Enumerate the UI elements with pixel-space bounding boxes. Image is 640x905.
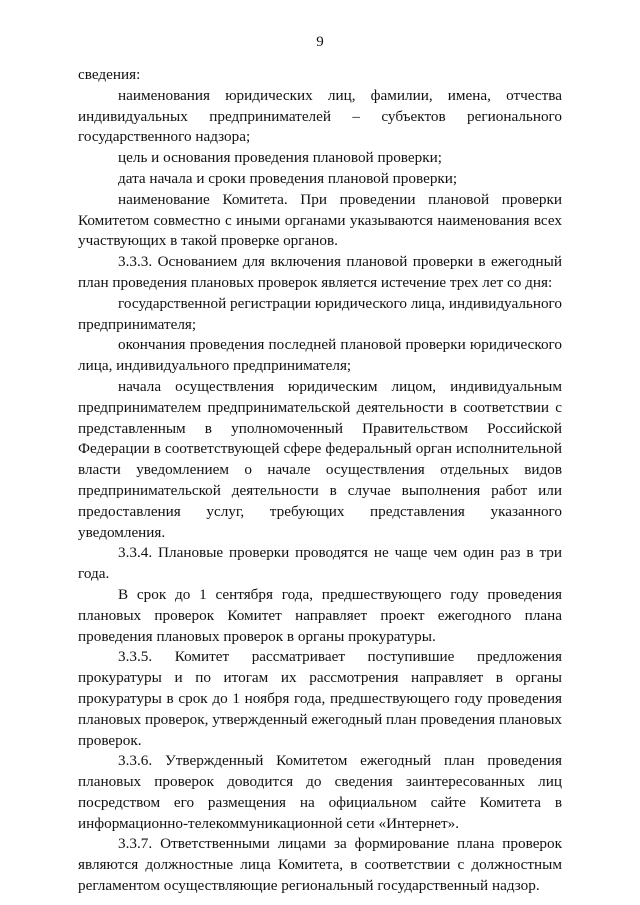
paragraph-dates: дата начала и сроки проведения плановой проверки; xyxy=(118,169,458,187)
paragraph-3-3-5: 3.3.5. Комитет рассматривает поступившие предложения прокуратуры и по итогам их рассмотрения направляет в органы прокуратуры в срок до 1 ноября года, предшествующего году проведения плановых проверок, утвержденный ежегодный план проведения плановых проверок. xyxy=(78,648,562,749)
paragraph-3-3-3: 3.3.3. Основанием для включения плановой проверки в ежегодный план проведения плановых проверок является истечение трех лет со дня: xyxy=(78,253,562,291)
paragraph-names: наименования юридических лиц, фамилии, имена, отчества индивидуальных предпринимателей – субъектов регионального государственного надзора; xyxy=(78,86,562,146)
paragraph-last-inspection: окончания проведения последней плановой проверки юридического лица, индивидуального предпринимателя; xyxy=(78,336,562,375)
paragraph-registration: государственной регистрации юридического лица, индивидуального предпринимателя; xyxy=(78,294,562,333)
paragraph-purpose: цель и основания проведения плановой проверки; xyxy=(118,149,442,167)
paragraph-3-3-7: 3.3.7. Ответственными лицами за формирование плана проверок являются должностные лица Комитета, в соответствии с должностным регламентом осуществляющие региональный государственный надзор. xyxy=(78,835,562,895)
paragraph-intro: сведения: xyxy=(78,66,141,83)
paragraph-activity-start: начала осуществления юридическим лицом, индивидуальным предпринимателем предпринимательской деятельности в соответствии с представленным в уполномоченный Правительством Российской Федерации в соответствующей сфере федеральный орган исполнительной власти уведомлением о начале осуществления отдельных видов предпринимательской деятельности в случае выполнения работ или предоставления услуг, требующих представления указанного уведомления. xyxy=(78,377,562,541)
body-text xyxy=(78,65,562,897)
paragraph-committee-name: наименование Комитета. При проведении плановой проверки Комитетом совместно с иными органами указываются наименования всех участвующих в такой проверке органов. xyxy=(78,190,562,250)
paragraph-3-3-6: 3.3.6. Утвержденный Комитетом ежегодный план проведения плановых проверок доводится до сведения заинтересованных лиц посредством его размещения на официальном сайте Комитета в информационно-телекоммуникационной сети «Интернет». xyxy=(78,752,562,832)
paragraph-september-deadline: В срок до 1 сентября года, предшествующего году проведения плановых проверок Комитет направляет проект ежегодного плана проведения плановых проверок в органы прокуратуры. xyxy=(78,585,562,645)
paragraph-3-3-4: 3.3.4. Плановые проверки проводятся не чаще чем один раз в три года. xyxy=(78,544,562,583)
page-number: 9 xyxy=(316,34,324,50)
